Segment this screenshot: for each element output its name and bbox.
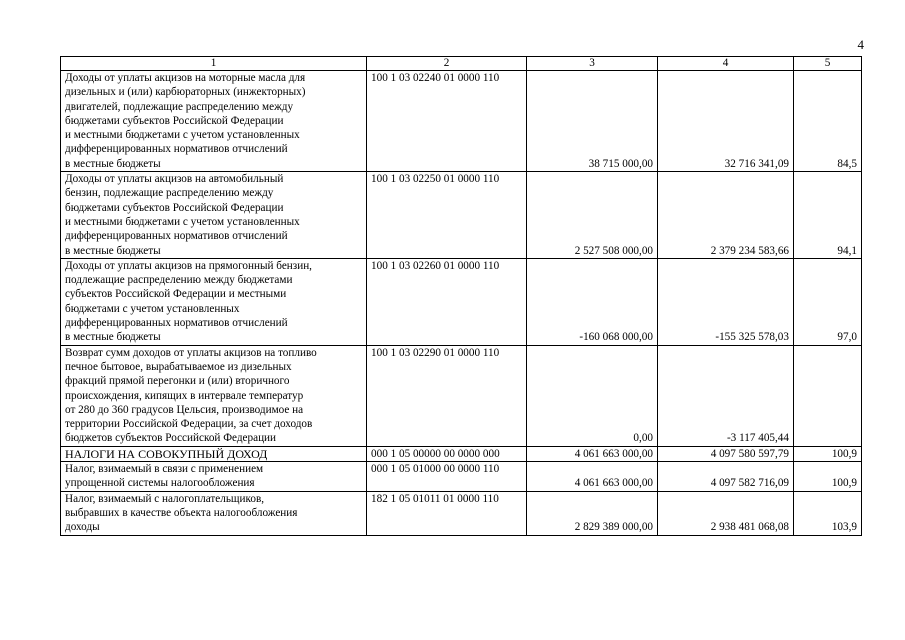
row-code: 100 1 03 02260 01 0000 110 [367, 258, 527, 345]
budget-revenue-table [60, 56, 862, 536]
row-percent: 100,9 [794, 446, 862, 461]
row-code: 000 1 05 01000 00 0000 110 [367, 462, 527, 492]
table-row [61, 71, 862, 172]
row-code: 100 1 03 02250 01 0000 110 [367, 172, 527, 259]
column-header-1: 1 [61, 57, 367, 71]
row-actual: 4 097 580 597,79 [658, 446, 794, 461]
row-code: 000 1 05 00000 00 0000 000 [367, 446, 527, 461]
row-name: Доходы от уплаты акцизов на прямогонный бензин, подлежащие распределению между бюджетами субъектов Российской Федерации и местными бюджетами с учетом установленных дифференцированных нормативов отчислений в местные бюджеты [61, 258, 367, 345]
row-name: Доходы от уплаты акцизов на автомобильный бензин, подлежащие распределению между бюджетами субъектов Российской Федерации и местными бюджетами с учетом установленных дифференцированных нормативов отчислений в местные бюджеты [61, 172, 367, 259]
row-name: Доходы от уплаты акцизов на моторные масла для дизельных и (или) карбюраторных (инжекторных) двигателей, подлежащие распределению между бюджетами субъектов Российской Федерации и местными бюджетами с учетом установленных дифференцированных нормативов отчислений в местные бюджеты [61, 71, 367, 172]
row-actual: 32 716 341,09 [658, 71, 794, 172]
row-percent: 94,1 [794, 172, 862, 259]
row-actual: -3 117 405,44 [658, 345, 794, 446]
table-row-section [61, 446, 862, 461]
row-plan: 4 061 663 000,00 [527, 446, 658, 461]
row-plan: 4 061 663 000,00 [527, 462, 658, 492]
column-header-5: 5 [794, 57, 862, 71]
row-actual: 4 097 582 716,09 [658, 462, 794, 492]
row-percent: 100,9 [794, 462, 862, 492]
column-header-3: 3 [527, 57, 658, 71]
row-actual: 2 379 234 583,66 [658, 172, 794, 259]
row-code: 100 1 03 02240 01 0000 110 [367, 71, 527, 172]
row-name: Налог, взимаемый с налогоплательщиков, выбравших в качестве объекта налогообложения доходы [61, 491, 367, 535]
row-code: 100 1 03 02290 01 0000 110 [367, 345, 527, 446]
table-row [61, 462, 862, 492]
row-percent: 103,9 [794, 491, 862, 535]
row-percent: 84,5 [794, 71, 862, 172]
row-percent: 97,0 [794, 258, 862, 345]
column-header-2: 2 [367, 57, 527, 71]
row-plan: 2 527 508 000,00 [527, 172, 658, 259]
row-plan: 2 829 389 000,00 [527, 491, 658, 535]
row-name: Налог, взимаемый в связи с применением упрощенной системы налогообложения [61, 462, 367, 492]
table-row [61, 491, 862, 535]
row-plan: -160 068 000,00 [527, 258, 658, 345]
page-number: 4 [857, 37, 864, 52]
row-plan: 38 715 000,00 [527, 71, 658, 172]
row-percent [794, 345, 862, 446]
row-code: 182 1 05 01011 01 0000 110 [367, 491, 527, 535]
column-header-4: 4 [658, 57, 794, 71]
table-header-row [61, 57, 862, 71]
row-name: Возврат сумм доходов от уплаты акцизов на топливо печное бытовое, вырабатываемое из дизельных фракций прямой перегонки и (или) вторичного происхождения, кипящих в интервале температур от 280 до 360 градусов Цельсия, производимое на территории Российской Федерации, за счет доходов бюджетов субъектов Российской Федерации [61, 345, 367, 446]
table-row [61, 172, 862, 259]
row-name: НАЛОГИ НА СОВОКУПНЫЙ ДОХОД [61, 446, 367, 461]
row-actual: -155 325 578,03 [658, 258, 794, 345]
table-row [61, 258, 862, 345]
table-row [61, 345, 862, 446]
row-plan: 0,00 [527, 345, 658, 446]
row-actual: 2 938 481 068,08 [658, 491, 794, 535]
